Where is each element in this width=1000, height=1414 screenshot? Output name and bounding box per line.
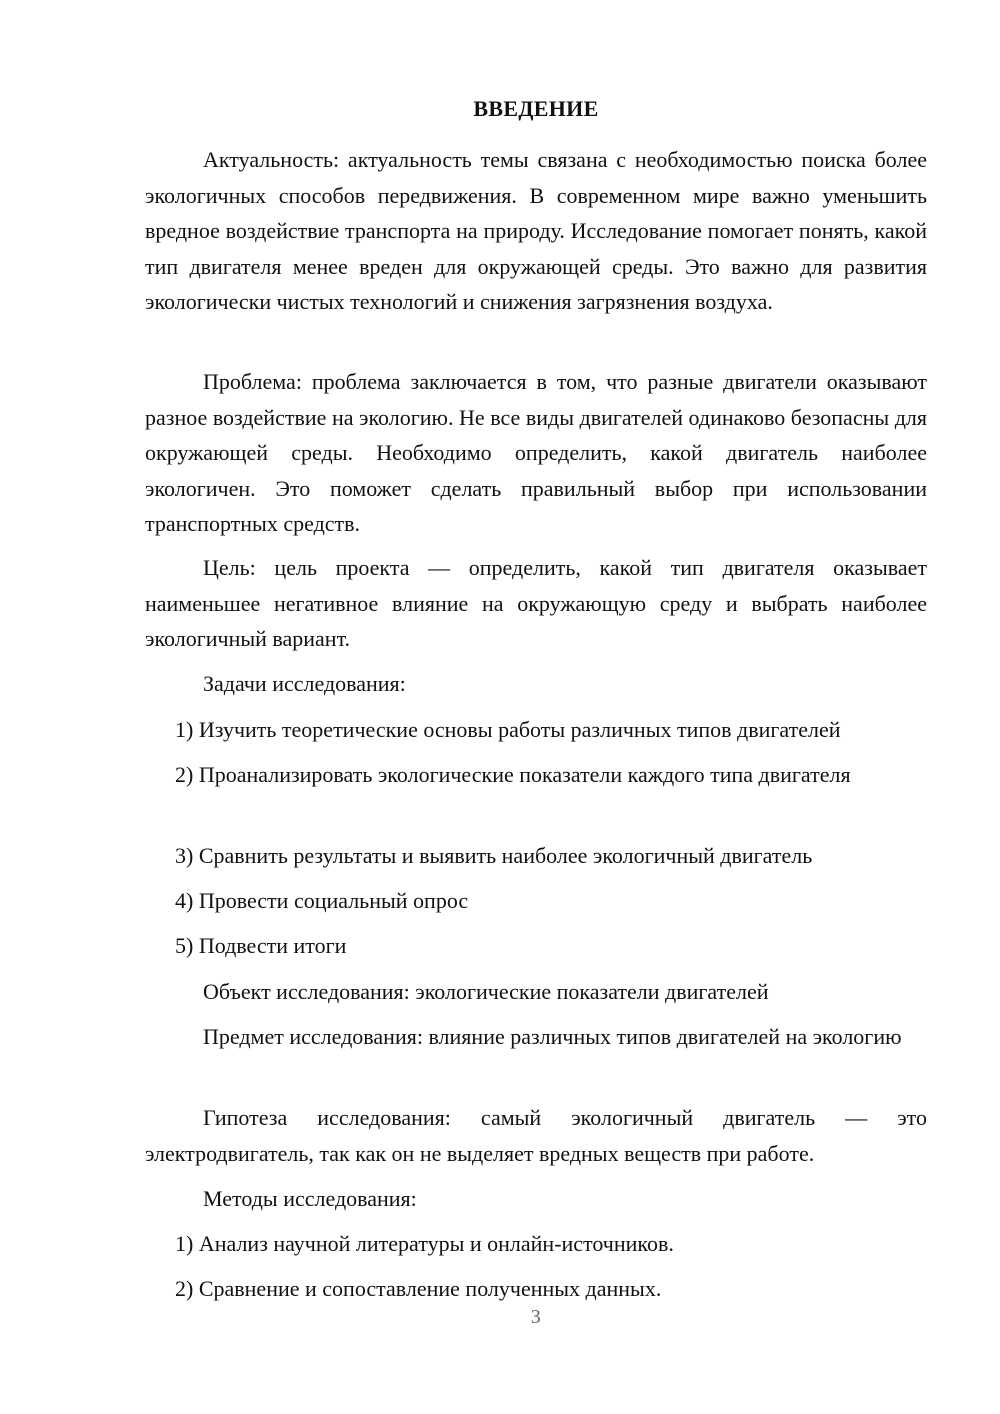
task-item-3: 3) Сравнить результаты и выявить наиболее экологичный двигатель [175, 843, 813, 868]
task-item-5: 5) Подвести итоги [175, 933, 347, 958]
paragraph-hypothesis: Гипотеза исследования: самый экологичный двигатель — это электродвигатель, так как он не выделяет вредных веществ при работе. [145, 1105, 927, 1166]
paragraph-subject: Предмет исследования: влияние различных типов двигателей на экологию [203, 1024, 902, 1049]
paragraph-goal: Цель: цель проекта — определить, какой тип двигателя оказывает наименьшее негативное влияние на окружающую среду и выбрать наиболее экологичный вариант. [145, 555, 927, 651]
method-item-2: 2) Сравнение и сопоставление полученных данных. [175, 1276, 662, 1301]
methods-heading: Методы исследования: [203, 1186, 417, 1211]
paragraph-problem: Проблема: проблема заключается в том, что разные двигатели оказывают разное воздействие на экологию. Не все виды двигателей одинаково безопасны для окружающей среды. Необходимо определить, какой двигатель наиболее экологичен. Это поможет сделать правильный выбор при использовании транспортных средств. [145, 369, 927, 536]
task-item-2: 2) Проанализировать экологические показатели каждого типа двигателя [175, 762, 851, 787]
task-item-4: 4) Провести социальный опрос [175, 888, 469, 913]
paragraph-object: Объект исследования: экологические показатели двигателей [203, 979, 769, 1004]
page-title: ВВЕДЕНИЕ [473, 96, 599, 121]
tasks-heading: Задачи исследования: [203, 671, 406, 696]
page-number: 3 [530, 1306, 542, 1328]
method-item-1: 1) Анализ научной литературы и онлайн-источников. [175, 1231, 674, 1256]
paragraph-relevance: Актуальность: актуальность темы связана с необходимостью поиска более экологичных способов передвижения. В современном мире важно уменьшить вредное воздействие транспорта на природу. Исследование помогает понять, какой тип двигателя менее вреден для окружающей среды. Это важно для развития экологически чистых технологий и снижения загрязнения воздуха. [145, 147, 927, 314]
task-item-1: 1) Изучить теоретические основы работы различных типов двигателей [175, 717, 841, 742]
